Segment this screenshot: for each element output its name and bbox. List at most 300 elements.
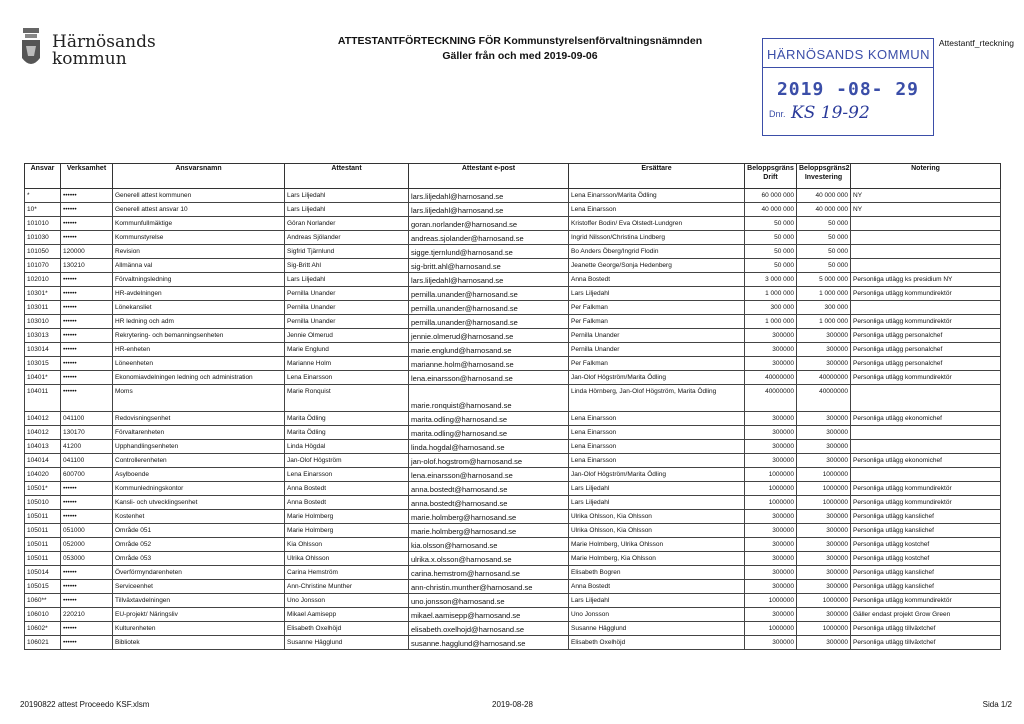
cell-epost: uno.jonsson@harnosand.se: [409, 594, 569, 608]
cell-drift: 300000: [745, 343, 797, 357]
cell-drift: 300000: [745, 608, 797, 622]
cell-epost: pernilla.unander@harnosand.se: [409, 301, 569, 315]
cell-attestant: Marie Holmberg: [285, 510, 409, 524]
cell-epost: marie.holmberg@harnosand.se: [409, 524, 569, 538]
registration-stamp: [762, 38, 934, 136]
cell-ansvar: 105011: [25, 552, 61, 566]
cell-attestant: Uno Jonsson: [285, 594, 409, 608]
cell-ansvarsnamn: Allmänna val: [113, 259, 285, 273]
cell-ansvar: 10301*: [25, 287, 61, 301]
cell-investering: 1000000: [797, 496, 851, 510]
table-row: [25, 454, 1001, 468]
cell-ansvarsnamn: Område 052: [113, 538, 285, 552]
cell-ansvar: 103015: [25, 357, 61, 371]
cell-investering: 300000: [797, 357, 851, 371]
cell-investering: 300000: [797, 426, 851, 440]
cell-investering: 300000: [797, 454, 851, 468]
cell-notering: [851, 217, 1001, 231]
cell-verksamhet: ••••••: [61, 357, 113, 371]
document-title: [300, 34, 740, 64]
header-ersattare: Ersättare: [569, 164, 745, 189]
cell-ersattare: Uno Jonsson: [569, 608, 745, 622]
cell-verksamhet: 051000: [61, 524, 113, 538]
cell-notering: Personliga utlägg ks presidium NY: [851, 273, 1001, 287]
header-investering: Beloppsgräns2 Investering: [797, 164, 851, 189]
cell-drift: 300000: [745, 510, 797, 524]
cell-ansvar: 101070: [25, 259, 61, 273]
table-row: [25, 273, 1001, 287]
table-row: [25, 538, 1001, 552]
cell-epost: anna.bostedt@harnosand.se: [409, 482, 569, 496]
cell-verksamhet: 130210: [61, 259, 113, 273]
cell-ansvarsnamn: Område 053: [113, 552, 285, 566]
cell-ansvar: 105010: [25, 496, 61, 510]
title-line1: ATTESTANTFÖRTECKNING FÖR Kommunstyrelsenförvaltningsnämnden: [337, 35, 703, 47]
header-ansvar: Ansvar: [25, 164, 61, 189]
table-row: [25, 217, 1001, 231]
cell-attestant: Sig-Britt Ahl: [285, 259, 409, 273]
stamp-date: 2019 -08- 29: [776, 79, 920, 100]
table-row: [25, 412, 1001, 426]
cell-attestant: Susanne Hägglund: [285, 636, 409, 650]
cell-attestant: Lena Einarsson: [285, 468, 409, 482]
table-row: [25, 580, 1001, 594]
cell-drift: 40 000 000: [745, 203, 797, 217]
cell-attestant: Marie Englund: [285, 343, 409, 357]
cell-ansvar: 10*: [25, 203, 61, 217]
cell-investering: 40000000: [797, 385, 851, 412]
cell-attestant: Kia Ohlsson: [285, 538, 409, 552]
cell-ansvarsnamn: Asylboende: [113, 468, 285, 482]
cell-ansvar: 104012: [25, 426, 61, 440]
cell-ansvar: 10501*: [25, 482, 61, 496]
cell-drift: 300000: [745, 329, 797, 343]
municipality-name-line1: Härnösands: [52, 32, 156, 52]
cell-drift: 1 000 000: [745, 315, 797, 329]
cell-ersattare: Per Falkman: [569, 301, 745, 315]
cell-drift: 300 000: [745, 301, 797, 315]
cell-ansvar: 105015: [25, 580, 61, 594]
stamp-divider: [763, 67, 933, 68]
cell-attestant: Pernilla Unander: [285, 301, 409, 315]
cell-ansvar: 101050: [25, 245, 61, 259]
cell-notering: Personliga utlägg personalchef: [851, 357, 1001, 371]
cell-drift: 300000: [745, 636, 797, 650]
cell-ansvar: 103014: [25, 343, 61, 357]
cell-investering: 50 000: [797, 259, 851, 273]
cell-ersattare: Per Falkman: [569, 357, 745, 371]
cell-ansvarsnamn: Generell attest ansvar 10: [113, 203, 285, 217]
cell-attestant: Elisabeth Oxelhöjd: [285, 622, 409, 636]
cell-notering: [851, 440, 1001, 454]
cell-ansvarsnamn: Serviceenhet: [113, 580, 285, 594]
cell-epost: jan-olof.hogstrom@harnosand.se: [409, 454, 569, 468]
cell-drift: 1000000: [745, 594, 797, 608]
cell-ansvar: *: [25, 189, 61, 203]
cell-verksamhet: 120000: [61, 245, 113, 259]
cell-epost: mikael.aamisepp@harnosand.se: [409, 608, 569, 622]
cell-notering: Personliga utlägg tillväxtchef: [851, 636, 1001, 650]
cell-ersattare: Ulrika Ohlsson, Kia Ohlsson: [569, 524, 745, 538]
cell-epost: andreas.sjolander@harnosand.se: [409, 231, 569, 245]
cell-ersattare: Marie Holmberg, Ulrika Ohlsson: [569, 538, 745, 552]
cell-notering: NY: [851, 203, 1001, 217]
cell-drift: 300000: [745, 454, 797, 468]
cell-ansvar: 105011: [25, 510, 61, 524]
cell-verksamhet: ••••••: [61, 315, 113, 329]
cell-epost: anna.bostedt@harnosand.se: [409, 496, 569, 510]
cell-epost: lars.liljedahl@harnosand.se: [409, 203, 569, 217]
cell-attestant: Jan-Olof Högström: [285, 454, 409, 468]
cell-verksamhet: 130170: [61, 426, 113, 440]
table-row: [25, 594, 1001, 608]
table-row: [25, 622, 1001, 636]
cell-epost: sig-britt.ahl@harnosand.se: [409, 259, 569, 273]
cell-ansvarsnamn: Förvaltningsledning: [113, 273, 285, 287]
cell-drift: 1000000: [745, 622, 797, 636]
table-header-row: [25, 164, 1001, 189]
cell-epost: elisabeth.oxelhojd@harnosand.se: [409, 622, 569, 636]
cell-epost: marita.odling@harnosand.se: [409, 412, 569, 426]
table-row: [25, 482, 1001, 496]
table-row: [25, 287, 1001, 301]
cell-epost: marianne.holm@harnosand.se: [409, 357, 569, 371]
cell-ersattare: Linda Hörnberg, Jan-Olof Högström, Marita Ödling: [569, 385, 745, 412]
cell-epost: pernilla.unander@harnosand.se: [409, 315, 569, 329]
cell-investering: 40 000 000: [797, 203, 851, 217]
cell-drift: 3 000 000: [745, 273, 797, 287]
cell-notering: Personliga utlägg kommundirektör: [851, 482, 1001, 496]
cell-verksamhet: 053000: [61, 552, 113, 566]
cell-attestant: Ann-Christine Munther: [285, 580, 409, 594]
table-row: [25, 426, 1001, 440]
cell-drift: 50 000: [745, 231, 797, 245]
cell-attestant: Marita Ödling: [285, 412, 409, 426]
cell-ansvar: 104020: [25, 468, 61, 482]
cell-epost: lars.liljedahl@harnosand.se: [409, 273, 569, 287]
cell-drift: 300000: [745, 566, 797, 580]
cell-verksamhet: ••••••: [61, 203, 113, 217]
cell-ansvar: 10602*: [25, 622, 61, 636]
cell-epost: linda.hogdal@harnosand.se: [409, 440, 569, 454]
table-row: [25, 259, 1001, 273]
cell-drift: 300000: [745, 426, 797, 440]
footer-page: Sida 1/2: [982, 700, 1012, 709]
cell-ersattare: Lars Liljedahl: [569, 594, 745, 608]
table-row: [25, 608, 1001, 622]
cell-investering: 1000000: [797, 622, 851, 636]
cell-ersattare: Lena Einarsson: [569, 454, 745, 468]
cell-ansvarsnamn: Kommunledningskontor: [113, 482, 285, 496]
cell-ansvarsnamn: Löneenheten: [113, 357, 285, 371]
cell-ersattare: Lena Einarsson: [569, 426, 745, 440]
cell-attestant: Marita Ödling: [285, 426, 409, 440]
cell-ersattare: Ulrika Ohlsson, Kia Ohlsson: [569, 510, 745, 524]
cell-epost: marie.englund@harnosand.se: [409, 343, 569, 357]
cell-ersattare: Lars Liljedahl: [569, 496, 745, 510]
cell-investering: 40000000: [797, 371, 851, 385]
cell-drift: 60 000 000: [745, 189, 797, 203]
cell-notering: [851, 426, 1001, 440]
footer-date: 2019-08-28: [492, 700, 533, 709]
cell-attestant: Ulrika Ohlsson: [285, 552, 409, 566]
table-row: [25, 343, 1001, 357]
cell-ersattare: Elisabeth Bogren: [569, 566, 745, 580]
cell-attestant: Carina Hemström: [285, 566, 409, 580]
cell-investering: 300000: [797, 608, 851, 622]
cell-ansvarsnamn: Kulturenheten: [113, 622, 285, 636]
cell-notering: Personliga utlägg kostchef: [851, 538, 1001, 552]
cell-investering: 1 000 000: [797, 315, 851, 329]
cell-ersattare: Anna Bostedt: [569, 273, 745, 287]
cell-notering: Personliga utlägg kommundirektör: [851, 371, 1001, 385]
header-notering: Notering: [851, 164, 1001, 189]
table-row: [25, 524, 1001, 538]
table-row: [25, 371, 1001, 385]
cell-ersattare: Pernilla Unander: [569, 343, 745, 357]
cell-attestant: Marianne Holm: [285, 357, 409, 371]
cell-ansvar: 105014: [25, 566, 61, 580]
cell-ansvarsnamn: Kansli- och utvecklingsenhet: [113, 496, 285, 510]
cell-ansvarsnamn: Lönekansliet: [113, 301, 285, 315]
cell-drift: 40000000: [745, 385, 797, 412]
cell-attestant: Lena Einarsson: [285, 371, 409, 385]
cell-verksamhet: ••••••: [61, 496, 113, 510]
cell-drift: 300000: [745, 412, 797, 426]
cell-epost: marie.holmberg@harnosand.se: [409, 510, 569, 524]
cell-verksamhet: ••••••: [61, 287, 113, 301]
table-row: [25, 357, 1001, 371]
cell-notering: [851, 468, 1001, 482]
cell-notering: Personliga utlägg ekonomichef: [851, 454, 1001, 468]
cell-drift: 50 000: [745, 245, 797, 259]
table-row: [25, 385, 1001, 412]
cell-investering: 50 000: [797, 245, 851, 259]
coat-of-arms-icon: [20, 28, 42, 70]
cell-notering: Personliga utlägg kanslichef: [851, 566, 1001, 580]
cell-verksamhet: ••••••: [61, 343, 113, 357]
attestant-table: [24, 163, 1001, 650]
cell-investering: 50 000: [797, 217, 851, 231]
cell-notering: Personliga utlägg personalchef: [851, 343, 1001, 357]
cell-notering: Personliga utlägg kommundirektör: [851, 594, 1001, 608]
cell-epost: lena.einarsson@harnosand.se: [409, 371, 569, 385]
cell-notering: Personliga utlägg personalchef: [851, 329, 1001, 343]
cell-investering: 300000: [797, 412, 851, 426]
cell-investering: 1000000: [797, 468, 851, 482]
cell-ersattare: Lena Einarsson/Marita Ödling: [569, 189, 745, 203]
cell-notering: Personliga utlägg tillväxtchef: [851, 622, 1001, 636]
cell-investering: 300 000: [797, 301, 851, 315]
cell-attestant: Lars Liljedahl: [285, 189, 409, 203]
municipality-name-line2: kommun: [52, 49, 127, 69]
cell-ansvarsnamn: HR ledning och adm: [113, 315, 285, 329]
municipality-name: [52, 34, 156, 68]
cell-investering: 1 000 000: [797, 287, 851, 301]
cell-ansvarsnamn: Upphandlingsenheten: [113, 440, 285, 454]
cell-drift: 1 000 000: [745, 287, 797, 301]
table-row: [25, 468, 1001, 482]
table-row: [25, 231, 1001, 245]
cell-drift: 1000000: [745, 482, 797, 496]
cell-attestant: Anna Bostedt: [285, 496, 409, 510]
cell-ersattare: Jan-Olof Högström/Marita Ödling: [569, 371, 745, 385]
header-ansvarsnamn: Ansvarsnamn: [113, 164, 285, 189]
cell-verksamhet: ••••••: [61, 231, 113, 245]
cell-attestant: Mikael Aamisepp: [285, 608, 409, 622]
footer-filename: 20190822 attest Proceedo KSF.xlsm: [20, 700, 150, 709]
cell-investering: 300000: [797, 524, 851, 538]
cell-ersattare: Elisabeth Oxelhöjd: [569, 636, 745, 650]
cell-drift: 40000000: [745, 371, 797, 385]
cell-drift: 300000: [745, 552, 797, 566]
cell-ansvar: 104012: [25, 412, 61, 426]
table-row: [25, 203, 1001, 217]
cell-ansvarsnamn: Kommunstyrelse: [113, 231, 285, 245]
cell-attestant: Anna Bostedt: [285, 482, 409, 496]
cell-notering: Personliga utlägg kanslichef: [851, 580, 1001, 594]
cell-verksamhet: ••••••: [61, 273, 113, 287]
cell-ansvarsnamn: Controllerenheten: [113, 454, 285, 468]
cell-attestant: Pernilla Unander: [285, 315, 409, 329]
table-row: [25, 566, 1001, 580]
cell-verksamhet: ••••••: [61, 217, 113, 231]
cell-drift: 1000000: [745, 496, 797, 510]
cell-drift: 300000: [745, 538, 797, 552]
header-verksamhet: Verksamhet: [61, 164, 113, 189]
cell-ersattare: Anna Bostedt: [569, 580, 745, 594]
cell-epost: carina.hemstrom@harnosand.se: [409, 566, 569, 580]
cell-verksamhet: ••••••: [61, 510, 113, 524]
header-epost: Attestant e-post: [409, 164, 569, 189]
cell-investering: 50 000: [797, 231, 851, 245]
cell-drift: 300000: [745, 580, 797, 594]
cell-ansvarsnamn: Redovisningsenhet: [113, 412, 285, 426]
table-row: [25, 510, 1001, 524]
cell-attestant: Marie Ronquist: [285, 385, 409, 412]
cell-notering: [851, 231, 1001, 245]
cell-attestant: Pernilla Unander: [285, 287, 409, 301]
cell-ansvarsnamn: Kommunfullmäktige: [113, 217, 285, 231]
cell-drift: 50 000: [745, 259, 797, 273]
cell-attestant: Andreas Sjölander: [285, 231, 409, 245]
cell-epost: jennie.olmerud@harnosand.se: [409, 329, 569, 343]
cell-attestant: Lars Liljedahl: [285, 203, 409, 217]
title-line2: Gäller från och med 2019-09-06: [442, 50, 598, 62]
cell-notering: [851, 259, 1001, 273]
cell-investering: 300000: [797, 440, 851, 454]
cell-ansvar: 106010: [25, 608, 61, 622]
header-drift: Beloppsgräns Drift: [745, 164, 797, 189]
cell-verksamhet: ••••••: [61, 301, 113, 315]
stamp-dnr-value: KS 19-92: [791, 103, 870, 123]
cell-ansvarsnamn: Tillväxtavdelningen: [113, 594, 285, 608]
cell-ansvar: 105011: [25, 524, 61, 538]
cell-verksamhet: 041100: [61, 454, 113, 468]
cell-investering: 300000: [797, 510, 851, 524]
cell-ansvar: 106021: [25, 636, 61, 650]
cell-ansvarsnamn: Moms: [113, 385, 285, 412]
cell-verksamhet: ••••••: [61, 371, 113, 385]
cell-ersattare: Kristoffer Bodin/ Eva Olstedt-Lundgren: [569, 217, 745, 231]
table-row: [25, 496, 1001, 510]
cell-ansvar: 1060**: [25, 594, 61, 608]
stamp-dnr-label: Dnr.: [769, 109, 786, 119]
cell-verksamhet: ••••••: [61, 594, 113, 608]
cell-ansvarsnamn: Överförmyndarenheten: [113, 566, 285, 580]
cell-verksamhet: ••••••: [61, 622, 113, 636]
cell-ersattare: Lena Einarsson: [569, 203, 745, 217]
cell-notering: Personliga utlägg kanslichef: [851, 524, 1001, 538]
cell-investering: 5 000 000: [797, 273, 851, 287]
cell-verksamhet: 600700: [61, 468, 113, 482]
cell-notering: Personliga utlägg kanslichef: [851, 510, 1001, 524]
cell-ersattare: Ingrid Nilsson/Christina Lindberg: [569, 231, 745, 245]
table-row: [25, 301, 1001, 315]
municipality-logo: [20, 26, 160, 76]
cell-investering: 300000: [797, 552, 851, 566]
cell-investering: 1000000: [797, 594, 851, 608]
cell-ansvarsnamn: Revision: [113, 245, 285, 259]
cell-investering: 300000: [797, 566, 851, 580]
cell-notering: Personliga utlägg ekonomichef: [851, 412, 1001, 426]
cell-ansvarsnamn: HR-avdelningen: [113, 287, 285, 301]
cell-notering: Gäller endast projekt Grow Green: [851, 608, 1001, 622]
cell-ansvar: 101030: [25, 231, 61, 245]
cell-ansvarsnamn: Område 051: [113, 524, 285, 538]
cell-notering: Personliga utlägg kostchef: [851, 552, 1001, 566]
cell-verksamhet: ••••••: [61, 566, 113, 580]
cell-verksamhet: ••••••: [61, 580, 113, 594]
cell-epost: marie.ronquist@harnosand.se: [409, 385, 569, 412]
cell-verksamhet: 41200: [61, 440, 113, 454]
cell-epost: kia.olsson@harnosand.se: [409, 538, 569, 552]
cell-epost: marita.odling@harnosand.se: [409, 426, 569, 440]
cell-investering: 300000: [797, 343, 851, 357]
cell-ansvar: 104011: [25, 385, 61, 412]
cell-attestant: Lars Liljedahl: [285, 273, 409, 287]
cell-ansvarsnamn: Förvaltarenheten: [113, 426, 285, 440]
cell-attestant: Göran Norlander: [285, 217, 409, 231]
cell-verksamhet: ••••••: [61, 482, 113, 496]
cell-ansvarsnamn: Generell attest kommunen: [113, 189, 285, 203]
cell-epost: ulrika.x.olsson@harnosand.se: [409, 552, 569, 566]
table-row: [25, 440, 1001, 454]
cell-investering: 40 000 000: [797, 189, 851, 203]
cell-notering: NY: [851, 189, 1001, 203]
cell-ansvar: 102010: [25, 273, 61, 287]
table-body: [25, 189, 1001, 650]
table-row: [25, 245, 1001, 259]
cell-ansvar: 105011: [25, 538, 61, 552]
document-code: Attestantf_rteckning: [938, 38, 1014, 48]
cell-notering: [851, 385, 1001, 412]
table-row: [25, 552, 1001, 566]
table-row: [25, 636, 1001, 650]
cell-verksamhet: ••••••: [61, 636, 113, 650]
cell-investering: 300000: [797, 329, 851, 343]
cell-ersattare: Per Falkman: [569, 315, 745, 329]
cell-attestant: Sigfrid Tjärnlund: [285, 245, 409, 259]
cell-ersattare: Lena Einarsson: [569, 412, 745, 426]
cell-notering: Personliga utlägg kommundirektör: [851, 496, 1001, 510]
cell-ansvar: 10401*: [25, 371, 61, 385]
cell-investering: 1000000: [797, 482, 851, 496]
cell-attestant: Linda Högdal: [285, 440, 409, 454]
cell-attestant: Jennie Olmerud: [285, 329, 409, 343]
cell-notering: Personliga utlägg kommundirektör: [851, 287, 1001, 301]
table-row: [25, 329, 1001, 343]
